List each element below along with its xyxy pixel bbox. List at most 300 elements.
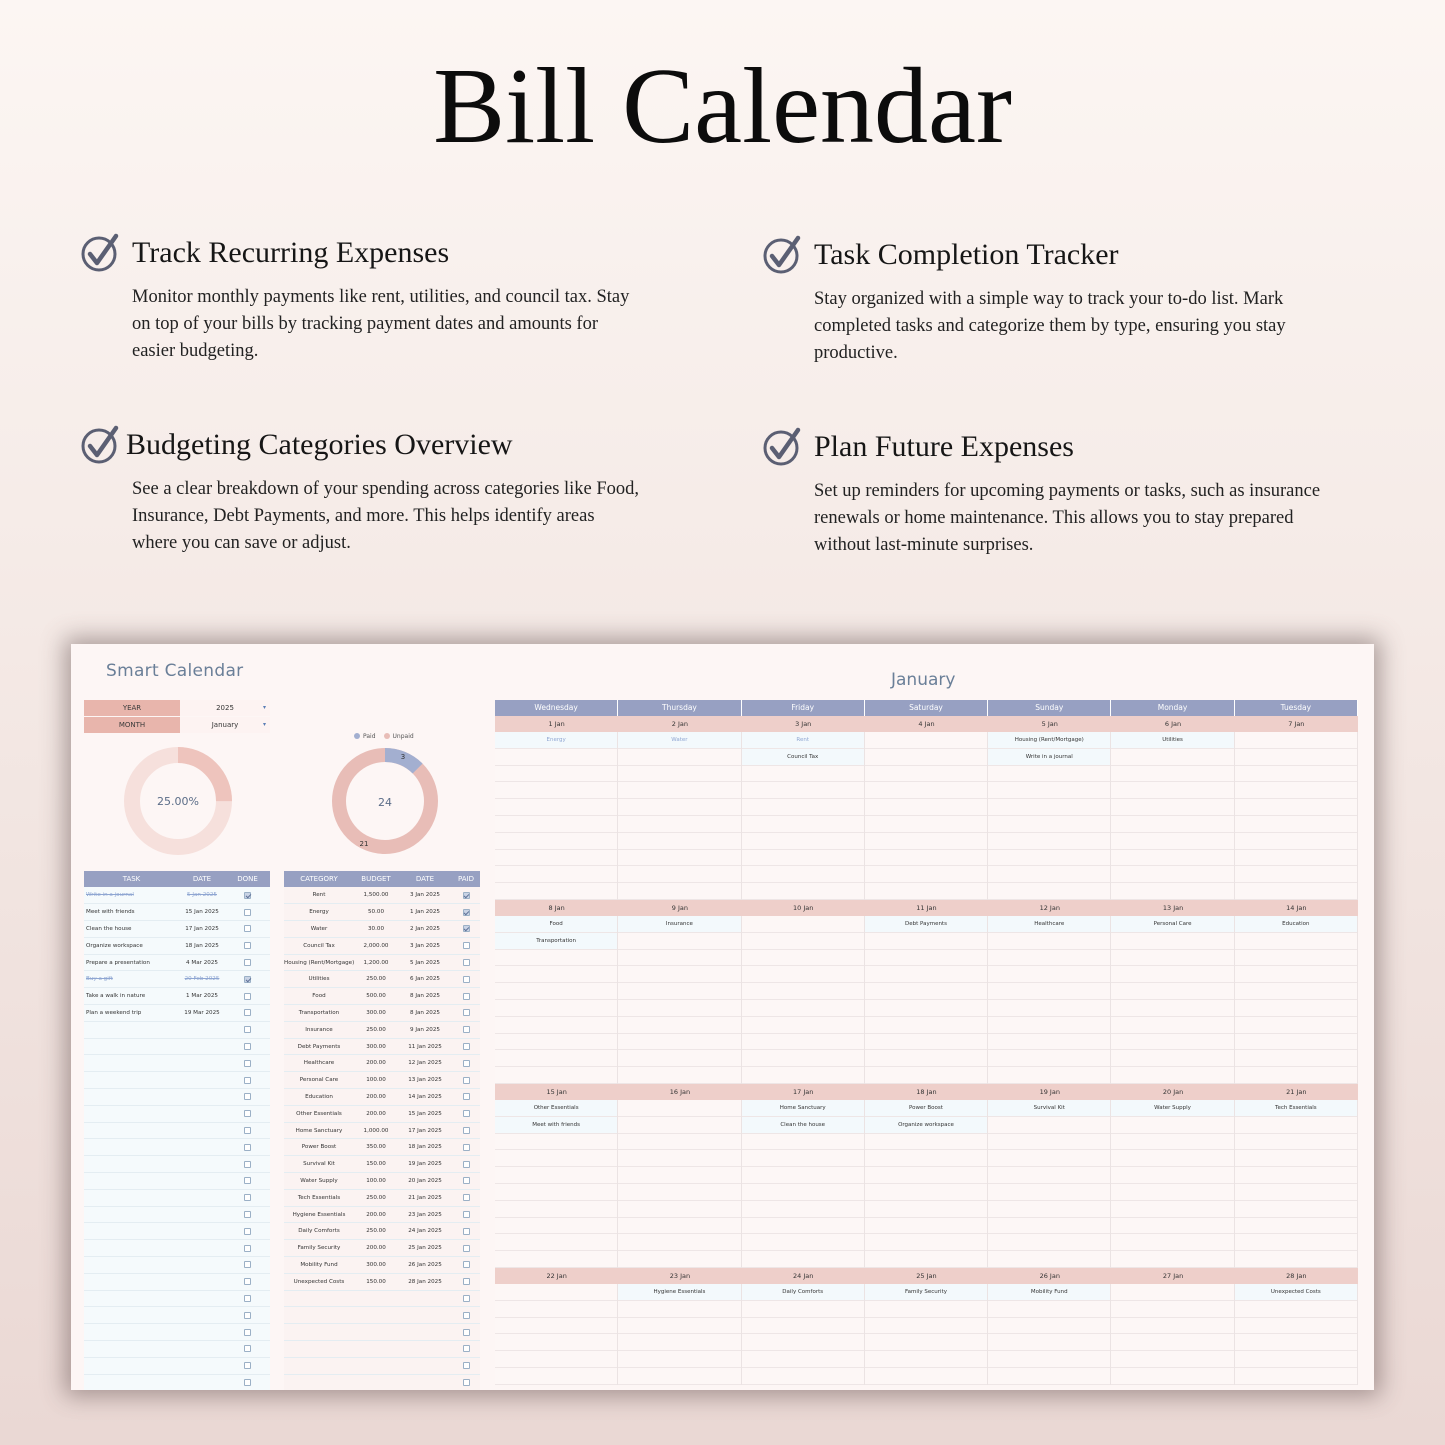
month-dropdown[interactable] bbox=[180, 717, 270, 733]
calendar-event[interactable]: Utilities bbox=[1111, 732, 1233, 749]
calendar-cell[interactable] bbox=[1111, 883, 1233, 900]
calendar-cell[interactable] bbox=[618, 1000, 740, 1017]
calendar-cell[interactable] bbox=[1111, 1017, 1233, 1034]
done-checkbox[interactable] bbox=[244, 1110, 251, 1117]
calendar-cell[interactable] bbox=[742, 1201, 864, 1218]
calendar-cell[interactable] bbox=[1111, 1167, 1233, 1184]
calendar-cell[interactable] bbox=[495, 1167, 617, 1184]
calendar-event[interactable]: Energy bbox=[495, 732, 617, 749]
calendar-cell[interactable] bbox=[988, 883, 1110, 900]
done-checkbox[interactable] bbox=[244, 976, 251, 983]
calendar-cell[interactable] bbox=[988, 1067, 1110, 1084]
calendar-cell[interactable] bbox=[495, 950, 617, 967]
calendar-cell[interactable] bbox=[742, 916, 864, 933]
done-checkbox[interactable] bbox=[244, 959, 251, 966]
calendar-cell[interactable] bbox=[1111, 1284, 1233, 1301]
calendar-event[interactable]: Clean the house bbox=[742, 1117, 864, 1134]
paid-checkbox[interactable] bbox=[463, 1312, 470, 1319]
calendar-cell[interactable] bbox=[1235, 883, 1357, 900]
calendar-cell[interactable] bbox=[988, 816, 1110, 833]
calendar-cell[interactable] bbox=[988, 766, 1110, 783]
calendar-cell[interactable] bbox=[495, 816, 617, 833]
calendar-cell[interactable] bbox=[742, 1334, 864, 1351]
done-checkbox[interactable] bbox=[244, 1077, 251, 1084]
paid-checkbox[interactable] bbox=[463, 1144, 470, 1151]
calendar-cell[interactable] bbox=[618, 1017, 740, 1034]
calendar-cell[interactable] bbox=[865, 833, 987, 850]
calendar-cell[interactable] bbox=[495, 1017, 617, 1034]
calendar-cell[interactable] bbox=[618, 883, 740, 900]
calendar-cell[interactable] bbox=[1111, 782, 1233, 799]
calendar-cell[interactable] bbox=[988, 966, 1110, 983]
calendar-cell[interactable] bbox=[988, 1034, 1110, 1051]
calendar-cell[interactable] bbox=[618, 1251, 740, 1268]
calendar-cell[interactable] bbox=[1111, 1218, 1233, 1235]
calendar-cell[interactable] bbox=[618, 1134, 740, 1151]
calendar-cell[interactable] bbox=[618, 950, 740, 967]
calendar-cell[interactable] bbox=[495, 1234, 617, 1251]
year-selector[interactable] bbox=[84, 700, 270, 716]
calendar-cell[interactable] bbox=[988, 1301, 1110, 1318]
paid-checkbox[interactable] bbox=[463, 1345, 470, 1352]
paid-checkbox[interactable] bbox=[463, 1245, 470, 1252]
calendar-cell[interactable] bbox=[742, 1318, 864, 1335]
calendar-cell[interactable] bbox=[742, 1017, 864, 1034]
calendar-cell[interactable] bbox=[988, 933, 1110, 950]
calendar-cell[interactable] bbox=[988, 1234, 1110, 1251]
calendar-cell[interactable] bbox=[742, 1000, 864, 1017]
calendar-cell[interactable] bbox=[1235, 816, 1357, 833]
calendar-cell[interactable] bbox=[865, 1017, 987, 1034]
calendar-cell[interactable] bbox=[1111, 966, 1233, 983]
calendar-cell[interactable] bbox=[1235, 1234, 1357, 1251]
calendar-event[interactable]: Housing (Rent/Mortgage) bbox=[988, 732, 1110, 749]
done-checkbox[interactable] bbox=[244, 1312, 251, 1319]
calendar-cell[interactable] bbox=[495, 1034, 617, 1051]
calendar-cell[interactable] bbox=[1111, 1150, 1233, 1167]
calendar-cell[interactable] bbox=[988, 1334, 1110, 1351]
done-checkbox[interactable] bbox=[244, 1379, 251, 1386]
calendar-cell[interactable] bbox=[618, 1334, 740, 1351]
calendar-event[interactable]: Insurance bbox=[618, 916, 740, 933]
calendar-cell[interactable] bbox=[742, 1150, 864, 1167]
calendar-cell[interactable] bbox=[495, 883, 617, 900]
calendar-cell[interactable] bbox=[1235, 749, 1357, 766]
calendar-cell[interactable] bbox=[1111, 1251, 1233, 1268]
calendar-cell[interactable] bbox=[1235, 1117, 1357, 1134]
calendar-cell[interactable] bbox=[742, 1218, 864, 1235]
calendar-cell[interactable] bbox=[988, 1050, 1110, 1067]
paid-checkbox[interactable] bbox=[463, 1261, 470, 1268]
calendar-cell[interactable] bbox=[865, 1050, 987, 1067]
calendar-cell[interactable] bbox=[495, 1050, 617, 1067]
calendar-cell[interactable] bbox=[1235, 1218, 1357, 1235]
calendar-cell[interactable] bbox=[1235, 799, 1357, 816]
calendar-cell[interactable] bbox=[618, 816, 740, 833]
calendar-cell[interactable] bbox=[1235, 1067, 1357, 1084]
calendar-cell[interactable] bbox=[1235, 766, 1357, 783]
paid-checkbox[interactable] bbox=[463, 1093, 470, 1100]
calendar-cell[interactable] bbox=[1111, 1201, 1233, 1218]
calendar-cell[interactable] bbox=[618, 1351, 740, 1368]
calendar-cell[interactable] bbox=[865, 1167, 987, 1184]
done-checkbox[interactable] bbox=[244, 1345, 251, 1352]
done-checkbox[interactable] bbox=[244, 1278, 251, 1285]
calendar-cell[interactable] bbox=[742, 1251, 864, 1268]
calendar-cell[interactable] bbox=[1235, 1251, 1357, 1268]
calendar-cell[interactable] bbox=[495, 833, 617, 850]
calendar-cell[interactable] bbox=[495, 1301, 617, 1318]
calendar-cell[interactable] bbox=[1235, 1050, 1357, 1067]
calendar-cell[interactable] bbox=[742, 983, 864, 1000]
calendar-cell[interactable] bbox=[1111, 816, 1233, 833]
done-checkbox[interactable] bbox=[244, 1362, 251, 1369]
calendar-cell[interactable] bbox=[495, 1318, 617, 1335]
calendar-cell[interactable] bbox=[865, 1301, 987, 1318]
calendar-cell[interactable] bbox=[988, 850, 1110, 867]
calendar-cell[interactable] bbox=[742, 816, 864, 833]
paid-checkbox[interactable] bbox=[463, 1077, 470, 1084]
calendar-cell[interactable] bbox=[1235, 1351, 1357, 1368]
done-checkbox[interactable] bbox=[244, 1295, 251, 1302]
calendar-cell[interactable] bbox=[988, 1117, 1110, 1134]
calendar-cell[interactable] bbox=[742, 1134, 864, 1151]
calendar-cell[interactable] bbox=[742, 1368, 864, 1385]
calendar-cell[interactable] bbox=[495, 1067, 617, 1084]
month-selector[interactable] bbox=[84, 717, 270, 733]
done-checkbox[interactable] bbox=[244, 1245, 251, 1252]
calendar-cell[interactable] bbox=[1235, 966, 1357, 983]
calendar-cell[interactable] bbox=[865, 950, 987, 967]
done-checkbox[interactable] bbox=[244, 1009, 251, 1016]
calendar-cell[interactable] bbox=[865, 799, 987, 816]
calendar-event[interactable]: Personal Care bbox=[1111, 916, 1233, 933]
calendar-cell[interactable] bbox=[495, 1284, 617, 1301]
calendar-cell[interactable] bbox=[742, 1034, 864, 1051]
calendar-cell[interactable] bbox=[1235, 950, 1357, 967]
calendar-cell[interactable] bbox=[1111, 1034, 1233, 1051]
paid-checkbox[interactable] bbox=[463, 1194, 470, 1201]
calendar-cell[interactable] bbox=[1111, 799, 1233, 816]
calendar-event[interactable]: Rent bbox=[742, 732, 864, 749]
calendar-cell[interactable] bbox=[1111, 1351, 1233, 1368]
paid-checkbox[interactable] bbox=[463, 1379, 470, 1386]
calendar-cell[interactable] bbox=[988, 1134, 1110, 1151]
calendar-cell[interactable] bbox=[495, 766, 617, 783]
paid-checkbox[interactable] bbox=[463, 1362, 470, 1369]
calendar-event[interactable]: Hygiene Essentials bbox=[618, 1284, 740, 1301]
calendar-cell[interactable] bbox=[742, 1050, 864, 1067]
calendar-cell[interactable] bbox=[1111, 1117, 1233, 1134]
calendar-cell[interactable] bbox=[742, 933, 864, 950]
calendar-cell[interactable] bbox=[1235, 1184, 1357, 1201]
paid-checkbox[interactable] bbox=[463, 959, 470, 966]
paid-checkbox[interactable] bbox=[463, 925, 470, 932]
calendar-cell[interactable] bbox=[495, 1251, 617, 1268]
paid-checkbox[interactable] bbox=[463, 1009, 470, 1016]
calendar-cell[interactable] bbox=[618, 1067, 740, 1084]
paid-checkbox[interactable] bbox=[463, 1110, 470, 1117]
calendar-cell[interactable] bbox=[495, 1134, 617, 1151]
calendar-cell[interactable] bbox=[865, 782, 987, 799]
calendar-event[interactable]: Education bbox=[1235, 916, 1357, 933]
calendar-cell[interactable] bbox=[865, 1150, 987, 1167]
done-checkbox[interactable] bbox=[244, 1060, 251, 1067]
paid-checkbox[interactable] bbox=[463, 993, 470, 1000]
paid-checkbox[interactable] bbox=[463, 1026, 470, 1033]
calendar-cell[interactable] bbox=[1111, 933, 1233, 950]
done-checkbox[interactable] bbox=[244, 1194, 251, 1201]
calendar-cell[interactable] bbox=[988, 1150, 1110, 1167]
calendar-event[interactable]: Meet with friends bbox=[495, 1117, 617, 1134]
calendar-cell[interactable] bbox=[1111, 1184, 1233, 1201]
calendar-event[interactable]: Write in a journal bbox=[988, 749, 1110, 766]
calendar-cell[interactable] bbox=[495, 782, 617, 799]
calendar-cell[interactable] bbox=[988, 833, 1110, 850]
calendar-cell[interactable] bbox=[618, 850, 740, 867]
calendar-cell[interactable] bbox=[495, 850, 617, 867]
calendar-cell[interactable] bbox=[1235, 1368, 1357, 1385]
calendar-event[interactable]: Family Security bbox=[865, 1284, 987, 1301]
calendar-cell[interactable] bbox=[988, 1167, 1110, 1184]
calendar-cell[interactable] bbox=[742, 1184, 864, 1201]
calendar-event[interactable]: Power Boost bbox=[865, 1100, 987, 1117]
calendar-cell[interactable] bbox=[988, 1201, 1110, 1218]
paid-checkbox[interactable] bbox=[463, 1127, 470, 1134]
calendar-cell[interactable] bbox=[742, 833, 864, 850]
calendar-cell[interactable] bbox=[865, 1318, 987, 1335]
calendar-cell[interactable] bbox=[618, 866, 740, 883]
calendar-cell[interactable] bbox=[618, 799, 740, 816]
calendar-cell[interactable] bbox=[1111, 1000, 1233, 1017]
calendar-cell[interactable] bbox=[865, 966, 987, 983]
done-checkbox[interactable] bbox=[244, 1211, 251, 1218]
paid-checkbox[interactable] bbox=[463, 892, 470, 899]
done-checkbox[interactable] bbox=[244, 909, 251, 916]
calendar-cell[interactable] bbox=[495, 1334, 617, 1351]
done-checkbox[interactable] bbox=[244, 892, 251, 899]
calendar-cell[interactable] bbox=[495, 1184, 617, 1201]
calendar-cell[interactable] bbox=[742, 1167, 864, 1184]
calendar-event[interactable]: Organize workspace bbox=[865, 1117, 987, 1134]
calendar-cell[interactable] bbox=[988, 799, 1110, 816]
calendar-cell[interactable] bbox=[618, 983, 740, 1000]
calendar-cell[interactable] bbox=[618, 1368, 740, 1385]
calendar-cell[interactable] bbox=[865, 1184, 987, 1201]
calendar-cell[interactable] bbox=[495, 866, 617, 883]
calendar-cell[interactable] bbox=[865, 850, 987, 867]
calendar-cell[interactable] bbox=[988, 1351, 1110, 1368]
calendar-cell[interactable] bbox=[1235, 782, 1357, 799]
done-checkbox[interactable] bbox=[244, 1144, 251, 1151]
calendar-cell[interactable] bbox=[742, 1067, 864, 1084]
calendar-cell[interactable] bbox=[1111, 1234, 1233, 1251]
calendar-cell[interactable] bbox=[742, 799, 864, 816]
paid-checkbox[interactable] bbox=[463, 1278, 470, 1285]
paid-checkbox[interactable] bbox=[463, 1177, 470, 1184]
calendar-cell[interactable] bbox=[1235, 1017, 1357, 1034]
calendar-cell[interactable] bbox=[865, 1201, 987, 1218]
calendar-cell[interactable] bbox=[1235, 866, 1357, 883]
calendar-cell[interactable] bbox=[618, 1301, 740, 1318]
calendar-cell[interactable] bbox=[495, 1201, 617, 1218]
calendar-cell[interactable] bbox=[618, 966, 740, 983]
calendar-event[interactable]: Home Sanctuary bbox=[742, 1100, 864, 1117]
calendar-cell[interactable] bbox=[1235, 833, 1357, 850]
calendar-cell[interactable] bbox=[618, 749, 740, 766]
calendar-cell[interactable] bbox=[988, 782, 1110, 799]
calendar-cell[interactable] bbox=[618, 1234, 740, 1251]
calendar-event[interactable]: Debt Payments bbox=[865, 916, 987, 933]
paid-checkbox[interactable] bbox=[463, 1228, 470, 1235]
paid-checkbox[interactable] bbox=[463, 942, 470, 949]
calendar-event[interactable]: Council Tax bbox=[742, 749, 864, 766]
calendar-cell[interactable] bbox=[1235, 1134, 1357, 1151]
calendar-cell[interactable] bbox=[1111, 1050, 1233, 1067]
calendar-cell[interactable] bbox=[742, 782, 864, 799]
calendar-cell[interactable] bbox=[988, 866, 1110, 883]
calendar-cell[interactable] bbox=[1235, 1201, 1357, 1218]
calendar-cell[interactable] bbox=[495, 1000, 617, 1017]
calendar-cell[interactable] bbox=[1111, 833, 1233, 850]
calendar-cell[interactable] bbox=[618, 1184, 740, 1201]
calendar-cell[interactable] bbox=[1235, 1000, 1357, 1017]
calendar-cell[interactable] bbox=[1111, 766, 1233, 783]
calendar-cell[interactable] bbox=[1235, 732, 1357, 749]
calendar-cell[interactable] bbox=[1235, 1150, 1357, 1167]
done-checkbox[interactable] bbox=[244, 1161, 251, 1168]
calendar-cell[interactable] bbox=[742, 850, 864, 867]
calendar-cell[interactable] bbox=[1111, 749, 1233, 766]
calendar-cell[interactable] bbox=[495, 749, 617, 766]
calendar-cell[interactable] bbox=[865, 816, 987, 833]
calendar-cell[interactable] bbox=[865, 1134, 987, 1151]
calendar-cell[interactable] bbox=[865, 1351, 987, 1368]
calendar-cell[interactable] bbox=[618, 833, 740, 850]
done-checkbox[interactable] bbox=[244, 1177, 251, 1184]
paid-checkbox[interactable] bbox=[463, 1161, 470, 1168]
calendar-cell[interactable] bbox=[865, 1368, 987, 1385]
calendar-event[interactable]: Unexpected Costs bbox=[1235, 1284, 1357, 1301]
done-checkbox[interactable] bbox=[244, 1329, 251, 1336]
calendar-cell[interactable] bbox=[865, 1000, 987, 1017]
calendar-cell[interactable] bbox=[865, 1218, 987, 1235]
calendar-event[interactable]: Daily Comforts bbox=[742, 1284, 864, 1301]
calendar-cell[interactable] bbox=[865, 1034, 987, 1051]
calendar-cell[interactable] bbox=[865, 1334, 987, 1351]
calendar-cell[interactable] bbox=[495, 1351, 617, 1368]
paid-checkbox[interactable] bbox=[463, 976, 470, 983]
calendar-cell[interactable] bbox=[742, 1234, 864, 1251]
paid-checkbox[interactable] bbox=[463, 1211, 470, 1218]
calendar-cell[interactable] bbox=[865, 983, 987, 1000]
calendar-cell[interactable] bbox=[742, 866, 864, 883]
calendar-cell[interactable] bbox=[865, 933, 987, 950]
calendar-cell[interactable] bbox=[618, 1201, 740, 1218]
calendar-cell[interactable] bbox=[495, 799, 617, 816]
calendar-cell[interactable] bbox=[618, 1150, 740, 1167]
paid-checkbox[interactable] bbox=[463, 1060, 470, 1067]
calendar-cell[interactable] bbox=[988, 1017, 1110, 1034]
calendar-cell[interactable] bbox=[1111, 1368, 1233, 1385]
done-checkbox[interactable] bbox=[244, 1261, 251, 1268]
calendar-cell[interactable] bbox=[742, 966, 864, 983]
calendar-cell[interactable] bbox=[618, 782, 740, 799]
calendar-cell[interactable] bbox=[742, 883, 864, 900]
calendar-cell[interactable] bbox=[742, 1301, 864, 1318]
done-checkbox[interactable] bbox=[244, 1026, 251, 1033]
calendar-cell[interactable] bbox=[618, 1034, 740, 1051]
calendar-cell[interactable] bbox=[1111, 850, 1233, 867]
calendar-cell[interactable] bbox=[495, 966, 617, 983]
calendar-cell[interactable] bbox=[1235, 850, 1357, 867]
calendar-event[interactable]: Transportation bbox=[495, 933, 617, 950]
calendar-cell[interactable] bbox=[988, 1000, 1110, 1017]
calendar-cell[interactable] bbox=[618, 1050, 740, 1067]
done-checkbox[interactable] bbox=[244, 1093, 251, 1100]
done-checkbox[interactable] bbox=[244, 925, 251, 932]
calendar-cell[interactable] bbox=[865, 766, 987, 783]
calendar-cell[interactable] bbox=[742, 1351, 864, 1368]
calendar-cell[interactable] bbox=[495, 983, 617, 1000]
calendar-cell[interactable] bbox=[865, 749, 987, 766]
calendar-event[interactable]: Food bbox=[495, 916, 617, 933]
calendar-cell[interactable] bbox=[618, 1100, 740, 1117]
calendar-cell[interactable] bbox=[618, 1218, 740, 1235]
calendar-cell[interactable] bbox=[618, 766, 740, 783]
done-checkbox[interactable] bbox=[244, 942, 251, 949]
calendar-cell[interactable] bbox=[1235, 1167, 1357, 1184]
calendar-cell[interactable] bbox=[865, 1251, 987, 1268]
calendar-cell[interactable] bbox=[618, 1117, 740, 1134]
calendar-cell[interactable] bbox=[1111, 1301, 1233, 1318]
calendar-cell[interactable] bbox=[1111, 1134, 1233, 1151]
done-checkbox[interactable] bbox=[244, 1127, 251, 1134]
done-checkbox[interactable] bbox=[244, 993, 251, 1000]
calendar-cell[interactable] bbox=[988, 1218, 1110, 1235]
calendar-cell[interactable] bbox=[1235, 983, 1357, 1000]
calendar-event[interactable]: Healthcare bbox=[988, 916, 1110, 933]
calendar-cell[interactable] bbox=[618, 1167, 740, 1184]
calendar-cell[interactable] bbox=[1235, 1334, 1357, 1351]
paid-checkbox[interactable] bbox=[463, 1295, 470, 1302]
calendar-cell[interactable] bbox=[1235, 1318, 1357, 1335]
calendar-event[interactable]: Tech Essentials bbox=[1235, 1100, 1357, 1117]
calendar-cell[interactable] bbox=[495, 1150, 617, 1167]
year-dropdown[interactable] bbox=[180, 700, 270, 716]
calendar-event[interactable]: Mobility Fund bbox=[988, 1284, 1110, 1301]
calendar-cell[interactable] bbox=[988, 1251, 1110, 1268]
calendar-event[interactable]: Water Supply bbox=[1111, 1100, 1233, 1117]
calendar-cell[interactable] bbox=[865, 1067, 987, 1084]
calendar-cell[interactable] bbox=[865, 1234, 987, 1251]
calendar-cell[interactable] bbox=[1235, 1301, 1357, 1318]
paid-checkbox[interactable] bbox=[463, 1043, 470, 1050]
calendar-cell[interactable] bbox=[988, 1318, 1110, 1335]
calendar-cell[interactable] bbox=[865, 883, 987, 900]
calendar-cell[interactable] bbox=[988, 983, 1110, 1000]
calendar-cell[interactable] bbox=[618, 933, 740, 950]
done-checkbox[interactable] bbox=[244, 1043, 251, 1050]
calendar-cell[interactable] bbox=[1111, 1334, 1233, 1351]
calendar-cell[interactable] bbox=[865, 866, 987, 883]
calendar-cell[interactable] bbox=[618, 1318, 740, 1335]
calendar-cell[interactable] bbox=[988, 1184, 1110, 1201]
calendar-event[interactable]: Survival Kit bbox=[988, 1100, 1110, 1117]
calendar-cell[interactable] bbox=[742, 766, 864, 783]
calendar-cell[interactable] bbox=[865, 732, 987, 749]
calendar-cell[interactable] bbox=[1111, 1318, 1233, 1335]
